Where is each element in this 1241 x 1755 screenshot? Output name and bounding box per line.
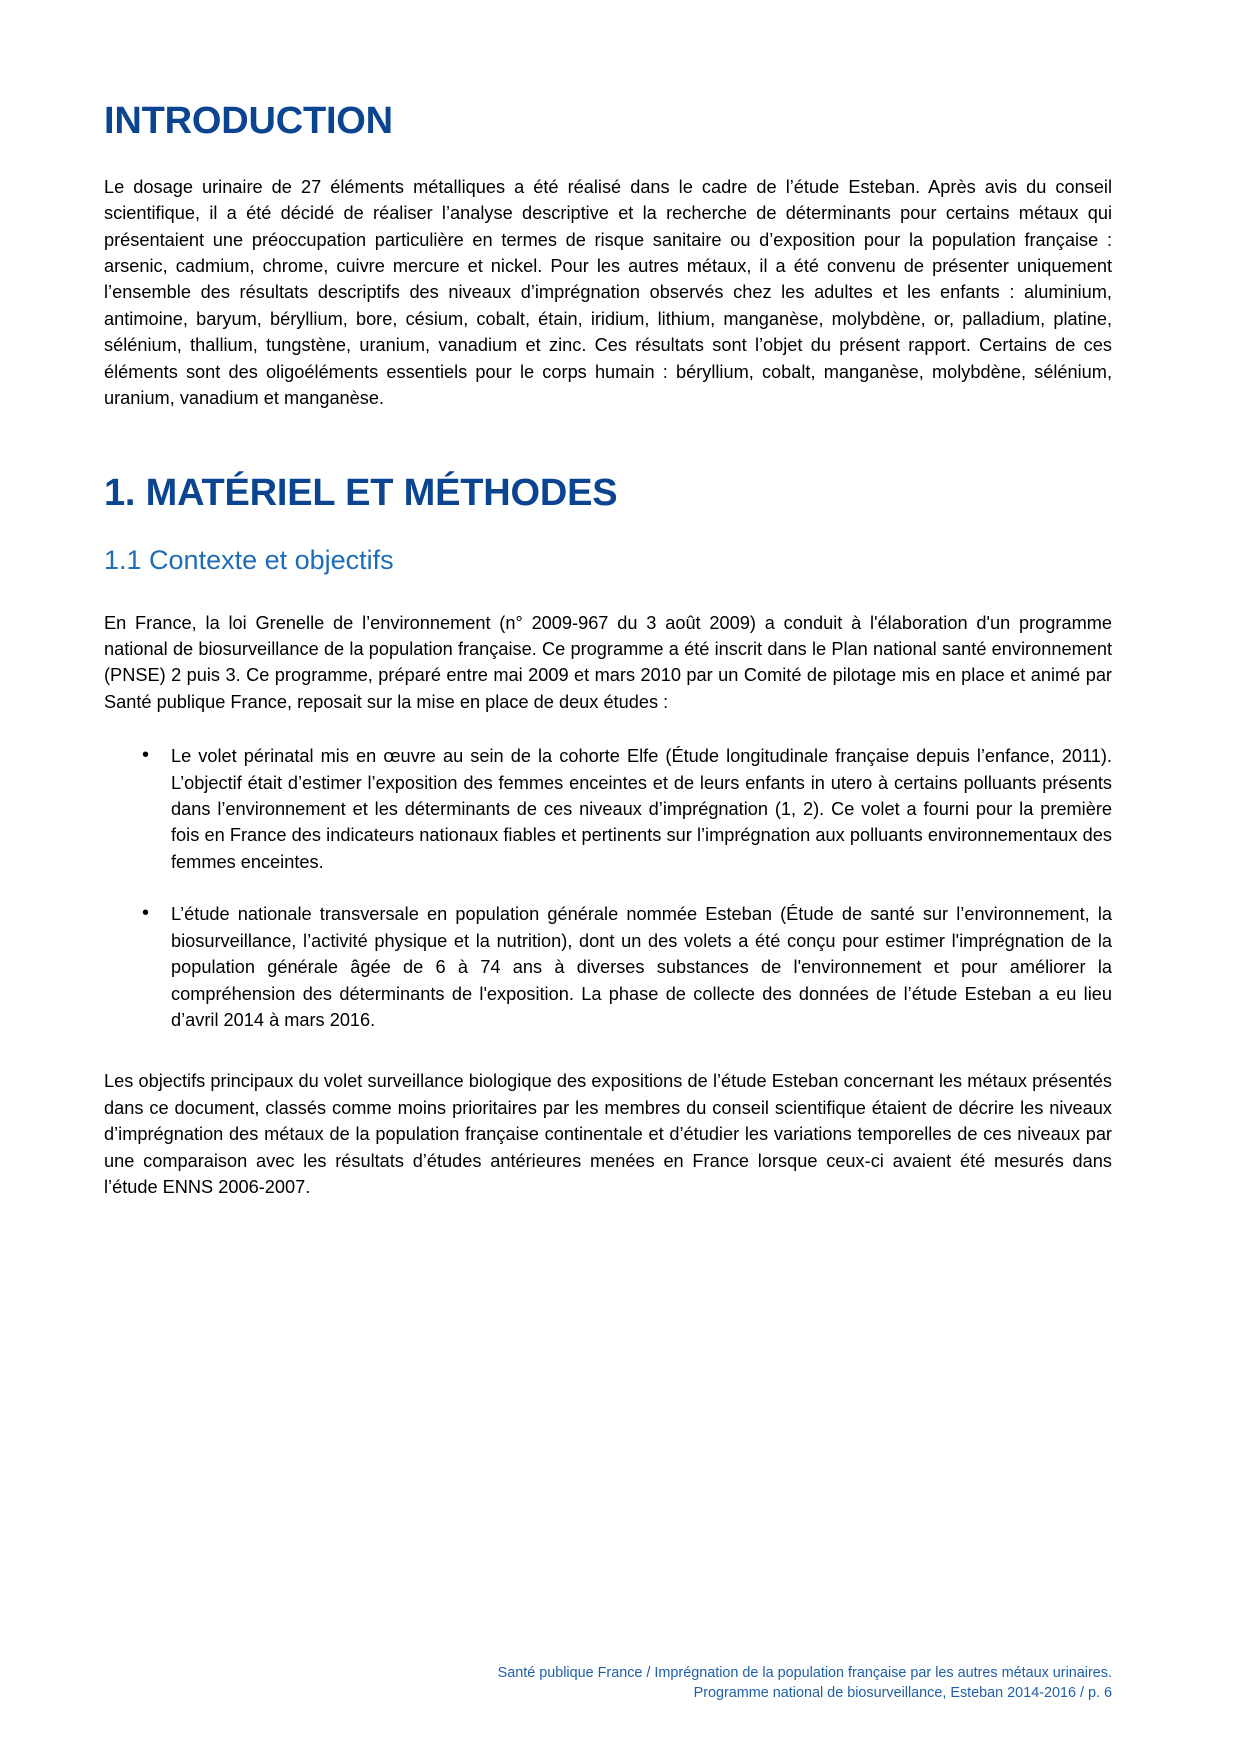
- bullet-icon: •: [142, 902, 150, 925]
- contexte-paragraph-block: [104, 577, 1112, 716]
- introduction-heading: INTRODUCTION: [104, 100, 393, 142]
- materiel-et-methodes-heading: 1. MATÉRIEL ET MÉTHODES: [104, 472, 618, 515]
- page-content: [104, 0, 1112, 1200]
- etudes-list: [104, 743, 1112, 1033]
- materiel-heading-block: [104, 411, 1112, 515]
- introduction-paragraph-block: [104, 143, 1112, 412]
- objectifs-paragraph: Les objectifs principaux du volet surveillance biologique des expositions de l’étude Esteban concernant les métaux présentés dans ce document, classés comme moins prioritaires par les membres du conseil scientifique étaient de décrire les niveaux d’imprégnation des métaux de la population française continentale et d’étudier les variations temporelles de ces niveaux par une comparaison avec les résultats d’études antérieures menées en France lorsque ceux-ci avaient été mesurés dans l’étude ENNS 2006-2007.: [104, 1071, 1112, 1197]
- bullet-icon: •: [142, 744, 150, 767]
- contexte-heading-block: [104, 515, 1112, 576]
- list-item-text: L’étude nationale transversale en population générale nommée Esteban (Étude de santé sur l’environnement, la biosurveillance, l’activité physique et la nutrition), dont un des volets a été conçu pour estimer l'imprégnation de la population générale âgée de 6 à 74 ans à diverses substances de l'environnement et pour améliorer la compréhension des déterminants de l'exposition. La phase de collecte des données de l’étude Esteban a eu lieu d’avril 2014 à mars 2016.: [171, 904, 1112, 1030]
- introduction-heading-block: [104, 0, 1112, 143]
- objectifs-paragraph-block: [104, 1033, 1112, 1200]
- contexte-et-objectifs-heading: 1.1 Contexte et objectifs: [104, 545, 394, 576]
- list-item: [104, 743, 1112, 875]
- etudes-list-block: [104, 715, 1112, 1033]
- list-item: [104, 901, 1112, 1033]
- footer-line-2: Programme national de biosurveillance, Esteban 2014-2016 / p. 6: [693, 1685, 1112, 1701]
- footer-line-1: Santé publique France / Imprégnation de la population française par les autres métaux urinaires.: [497, 1665, 1112, 1681]
- list-item-text: Le volet périnatal mis en œuvre au sein de la cohorte Elfe (Étude longitudinale française depuis l’enfance, 2011). L’objectif était d’estimer l’exposition des femmes enceintes et de leurs enfants in utero à certains polluants présents dans l’environnement et les déterminants de ces niveaux d’imprégnation (1, 2). Ce volet a fourni pour la première fois en France des indicateurs nationaux fiables et pertinents sur l’imprégnation aux polluants environnementaux des femmes enceintes.: [171, 746, 1112, 872]
- contexte-paragraph: En France, la loi Grenelle de l’environnement (n° 2009-967 du 3 août 2009) a conduit à l'élaboration d'un programme national de biosurveillance de la population française. Ce programme a été inscrit dans le Plan national santé environnement (PNSE) 2 puis 3. Ce programme, préparé entre mai 2009 et mars 2010 par un Comité de pilotage mis en place et animé par Santé publique France, reposait sur la mise en place de deux études :: [104, 612, 1112, 712]
- introduction-paragraph: Le dosage urinaire de 27 éléments métalliques a été réalisé dans le cadre de l’étude Esteban. Après avis du conseil scientifique, il a été décidé de réaliser l’analyse descriptive et la recherche de déterminants pour certains métaux qui présentaient une préoccupation particulière en termes de risque sanitaire ou d’exposition pour la population française : arsenic, cadmium, chrome, cuivre mercure et nickel. Pour les autres métaux, il a été convenu de présenter uniquement l’ensemble des résultats descriptifs des niveaux d’imprégnation observés chez les adultes et les enfants : aluminium, antimoine, baryum, béryllium, bore, césium, cobalt, étain, iridium, lithium, manganèse, molybdène, or, palladium, platine, sélénium, thallium, tungstène, uranium, vanadium et zinc. Ces résultats sont l’objet du présent rapport. Certains de ces éléments sont des oligoéléments essentiels pour le corps humain : béryllium, cobalt, manganèse, molybdène, sélénium, uranium, vanadium et manganèse.: [104, 176, 1112, 409]
- page-footer: [104, 1663, 1112, 1703]
